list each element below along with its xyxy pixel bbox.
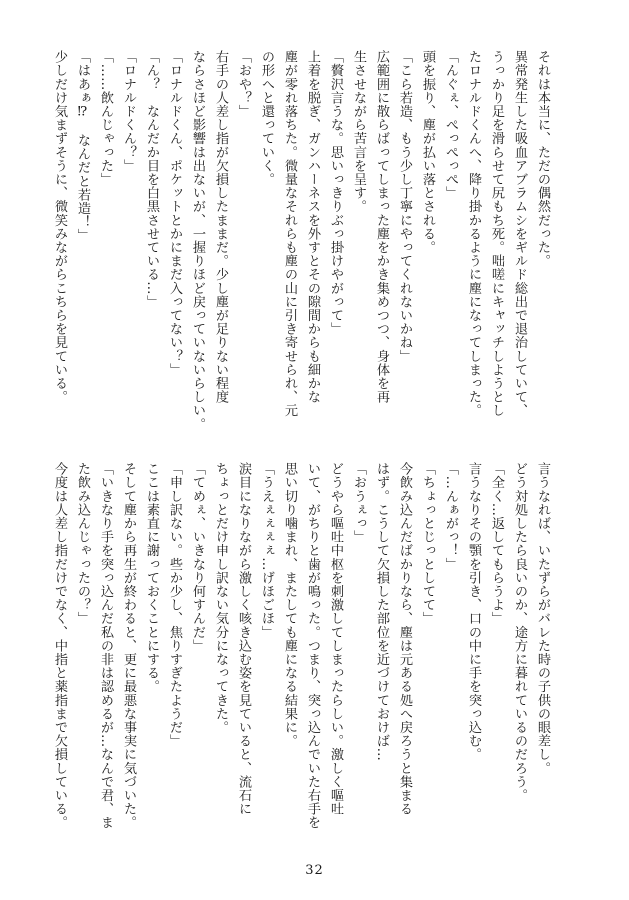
text-line: どうやら嘔吐中枢を刺激してしまったらしい。激しく嘔吐 xyxy=(328,462,343,816)
text-line: 広範囲に散らばってしまった塵をかき集めつつ、身体を再 xyxy=(374,50,389,404)
text-line: 「…んぁがっ！」 xyxy=(443,462,458,571)
text-line: 塵が零れ落ちた。微量なそれらも塵の山に引き寄せられ、元 xyxy=(282,50,297,418)
text-line: 上着を脱ぎ、ガンハーネスを外すとその隙間からも細かな xyxy=(305,50,320,404)
text-line: 「てめぇ、いきなり何すんだ」 xyxy=(190,462,205,653)
text-line: 「全く…返してもらうよ」 xyxy=(489,462,504,626)
text-line: 言うなれば、いたずらがバレた時の子供の眼差し。 xyxy=(535,462,550,775)
text-line: 「んぐぇ、ぺっぺっぺ」 xyxy=(443,50,458,200)
text-line: 「おや？」 xyxy=(236,50,251,118)
text-line: の形へと還っていく。 xyxy=(259,50,274,186)
text-line: 「おうぇっ」 xyxy=(351,462,366,544)
text-line: 「いきなり手を突っ込んだ私の非は認めるが…なんで君、ま xyxy=(98,462,113,830)
text-line: 言うなりその顎を引き、口の中に手を突っ込む。 xyxy=(466,462,481,762)
text-line: 「はあぁ⁉ なんだと若造！」 xyxy=(75,50,90,243)
text-line: 「ちょっとじっとしてて」 xyxy=(420,462,435,626)
text-line: 思い切り噛まれ、またしても塵になる結果に。 xyxy=(282,462,297,748)
text-line: そして塵から再生が終わると、更に最悪な事実に気づいた。 xyxy=(121,462,136,830)
text-line: いて、がちりと歯が鳴った。つまり、突っ込んでいた右手を xyxy=(305,462,320,830)
text-line: 「うえぇぇぇぇ…げほごほ」 xyxy=(259,462,274,639)
text-line: 「贅沢言うな。思いっきりぶっ掛けやがって」 xyxy=(328,50,343,336)
text-line: 「……飲んじゃった」 xyxy=(98,50,113,186)
text-line: 「ロナルドくん？」 xyxy=(121,50,136,173)
text-line: 「ん？ なんだか目を白黒させている…」 xyxy=(144,50,159,309)
upper-text-column xyxy=(52,50,554,442)
text-line: ならさほど影響は出ないが、一握りほど戻っていないらしい。 xyxy=(190,50,205,431)
text-line: 「ロナルドくん、ポケットとかにまだ入ってない？」 xyxy=(167,50,182,377)
page-number: 32 xyxy=(305,863,324,878)
text-line: 今度は人差し指だけでなく、中指と薬指まで欠損している。 xyxy=(52,462,67,830)
text-line: どう対処したら良いのか、途方に暮れているのだろう。 xyxy=(512,462,527,802)
text-line: それは本当に、ただの偶然だった。 xyxy=(535,50,550,268)
text-line: たロナルドくんへ、降り掛かるように塵になってしまった。 xyxy=(466,50,481,418)
text-line: 異常発生した吸血アブラムシをギルド総出で退治していて、 xyxy=(512,50,527,418)
text-line: 生させながら苦言を呈す。 xyxy=(351,50,366,214)
text-line: 少しだけ気まずそうに、微笑みながらこちらを見ている。 xyxy=(52,50,67,404)
text-line: ちょっとだけ申し訳ない気分になってきた。 xyxy=(213,462,228,734)
text-line: 「こら若造、もう少し丁寧にやってくれないかね」 xyxy=(397,50,412,363)
text-line: 「申し訳ない。些か少し、焦りすぎたようだ」 xyxy=(167,462,182,748)
lower-text-column xyxy=(52,462,554,854)
text-line: た飲み込んじゃったの？」 xyxy=(75,462,90,626)
text-line: 右手の人差し指が欠損したままだ。少し塵が足りない程度 xyxy=(213,50,228,404)
text-line: ここは素直に謝っておくことにする。 xyxy=(144,462,159,694)
text-line: はず。こうして欠損した部位を近づけておけば… xyxy=(374,462,389,762)
text-line: うっかり足を滑らせて尻もち死。咄嗟にキャッチしようとし xyxy=(489,50,504,418)
text-line: 今飲み込んだばかりなら、塵は元ある処へ戻ろうと集まる xyxy=(397,462,412,816)
text-line: 頭を振り、塵が払い落とされる。 xyxy=(420,50,435,254)
text-line: 涙目になりながら激しく咳き込む姿を見ていると、流石に xyxy=(236,462,251,816)
